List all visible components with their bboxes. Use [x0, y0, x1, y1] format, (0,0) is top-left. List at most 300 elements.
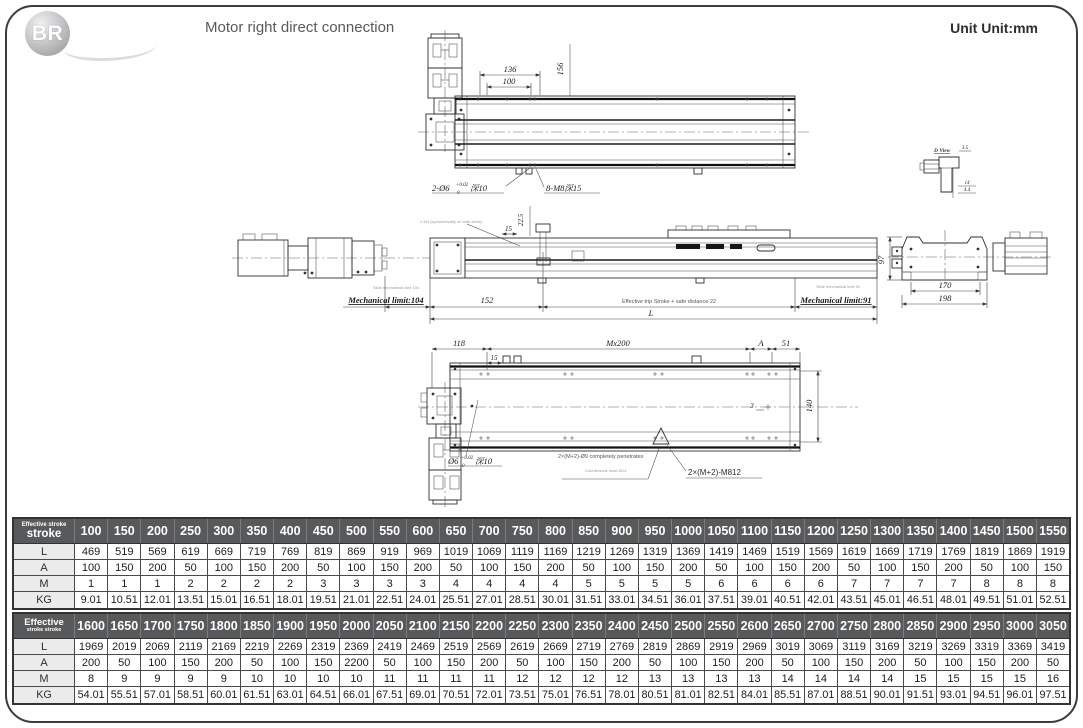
table-cell: 8: [75, 671, 108, 687]
table-cell: 4: [439, 576, 472, 592]
table-cell: 200: [473, 655, 506, 671]
table-cell: 13: [672, 671, 705, 687]
stroke-value-header: 2450: [638, 613, 671, 639]
d-view-label: D View: [934, 148, 951, 154]
table-cell: 2319: [307, 639, 340, 655]
table-cell: 13: [638, 671, 671, 687]
top-view-hole-note-depth: 深10: [470, 183, 488, 193]
table-cell: 100: [473, 560, 506, 576]
table-cell: 10: [340, 671, 373, 687]
table-cell: 150: [307, 655, 340, 671]
table-cell: 19.51: [307, 592, 340, 610]
table-cell: 64.51: [307, 687, 340, 705]
table-cell: 1969: [75, 639, 108, 655]
stroke-value-header: 1950: [307, 613, 340, 639]
table-cell: 100: [738, 560, 771, 576]
table-cell: 1169: [539, 544, 572, 560]
table-cell: 1669: [871, 544, 904, 560]
table-cell: 9: [141, 671, 174, 687]
stroke-value-header: 950: [638, 518, 671, 544]
table-cell: 150: [108, 560, 141, 576]
table-cell: 12: [572, 671, 605, 687]
bottom-view-tap-note: 2×(M+2)-M812: [688, 468, 741, 477]
table-cell: 69.01: [406, 687, 439, 705]
table-cell: 14: [871, 671, 904, 687]
table-cell: 8: [970, 576, 1003, 592]
table-cell: 150: [904, 560, 937, 576]
end-view-dim-198: 198: [938, 293, 952, 303]
bottom-view-dim-140: 140: [804, 399, 814, 413]
table-cell: 100: [75, 560, 108, 576]
table-cell: 869: [340, 544, 373, 560]
table-cell: 2019: [108, 639, 141, 655]
stroke-value-header: 400: [274, 518, 307, 544]
table-cell: 37.51: [705, 592, 738, 610]
stroke-value-header: 2400: [605, 613, 638, 639]
table-cell: 2469: [406, 639, 439, 655]
table-cell: 200: [738, 655, 771, 671]
table-row: [13, 639, 1070, 655]
table-cell: 3: [307, 576, 340, 592]
row-label: L: [13, 544, 75, 560]
table-cell: 2569: [473, 639, 506, 655]
table-cell: 1369: [672, 544, 705, 560]
table-cell: 14: [837, 671, 870, 687]
table-cell: 25.51: [439, 592, 472, 610]
table-cell: 4: [506, 576, 539, 592]
table-cell: 11: [373, 671, 406, 687]
table-cell: 87.01: [804, 687, 837, 705]
table-cell: 78.01: [605, 687, 638, 705]
table-cell: 94.51: [970, 687, 1003, 705]
table-cell: 72.01: [473, 687, 506, 705]
table-cell: 3: [340, 576, 373, 592]
table-cell: 60.01: [207, 687, 240, 705]
bottom-view-hole-note-tol-bottom: 0: [462, 464, 465, 469]
table-cell: 3169: [871, 639, 904, 655]
table-cell: 50: [506, 655, 539, 671]
table-cell: 669: [207, 544, 240, 560]
table-cell: 7: [871, 576, 904, 592]
table-row: [13, 576, 1070, 592]
table-cell: 100: [672, 655, 705, 671]
table-cell: 91.51: [904, 687, 937, 705]
table-cell: 34.51: [638, 592, 671, 610]
bottom-view-dim-A: A: [758, 338, 764, 348]
table-cell: 200: [1003, 655, 1036, 671]
table-cell: 4: [539, 576, 572, 592]
side-view-mechanical-limit-left: Mechanical limit:104: [348, 295, 424, 305]
table-cell: 1: [108, 576, 141, 592]
table-cell: 50: [174, 560, 207, 576]
page-title: Motor right direct connection: [205, 19, 395, 36]
table-cell: 100: [871, 560, 904, 576]
table-cell: 13: [705, 671, 738, 687]
table-row: [13, 544, 1070, 560]
stroke-value-header: 2350: [572, 613, 605, 639]
d-view-dim-bottom: 4.4: [963, 188, 971, 193]
row-label: KG: [13, 592, 75, 610]
table-cell: 919: [373, 544, 406, 560]
stroke-header-label: Effective stroke stroke: [13, 613, 75, 639]
table-cell: 1619: [837, 544, 870, 560]
table-cell: 18.01: [274, 592, 307, 610]
side-view-dim-15: 15: [505, 225, 512, 233]
table-cell: 12.01: [141, 592, 174, 610]
table-cell: 33.01: [605, 592, 638, 610]
table-cell: 96.01: [1003, 687, 1036, 705]
stroke-value-header: 2950: [970, 613, 1003, 639]
table-cell: 100: [804, 655, 837, 671]
table-cell: 1219: [572, 544, 605, 560]
table-cell: 15: [937, 671, 970, 687]
stroke-value-header: 900: [605, 518, 638, 544]
table-cell: 75.01: [539, 687, 572, 705]
stroke-value-header: 300: [207, 518, 240, 544]
end-view-drawing: [876, 230, 1052, 308]
stroke-value-header: 2300: [539, 613, 572, 639]
table-cell: 45.01: [871, 592, 904, 610]
table-cell: 48.01: [937, 592, 970, 610]
table-cell: 1: [141, 576, 174, 592]
table-cell: 6: [804, 576, 837, 592]
stroke-value-header: 1000: [672, 518, 705, 544]
stroke-header-label: Effective stroke stroke: [13, 518, 75, 544]
table-cell: 5: [638, 576, 671, 592]
table-cell: 719: [240, 544, 273, 560]
table-cell: 2169: [207, 639, 240, 655]
table-cell: 58.51: [174, 687, 207, 705]
table-cell: 30.01: [539, 592, 572, 610]
table-cell: 85.51: [771, 687, 804, 705]
table-cell: 150: [572, 655, 605, 671]
bottom-view-drawing: [418, 338, 858, 508]
side-view-dim-L: L: [648, 308, 654, 318]
stroke-header-row: [13, 613, 1070, 639]
table-cell: 50: [373, 655, 406, 671]
stroke-value-header: 2750: [837, 613, 870, 639]
table-cell: 2: [240, 576, 273, 592]
table-cell: 9: [174, 671, 207, 687]
table-cell: 100: [207, 560, 240, 576]
table-cell: 10.51: [108, 592, 141, 610]
table-cell: 2619: [506, 639, 539, 655]
stroke-value-header: 1900: [274, 613, 307, 639]
stroke-value-header: 3000: [1003, 613, 1036, 639]
side-view-slide-limit-left-note: Slide mechanical limit 104: [373, 285, 420, 290]
bottom-view-dim-15: 15: [490, 354, 498, 362]
table-cell: 3269: [937, 639, 970, 655]
table-cell: 1869: [1003, 544, 1036, 560]
table-cell: 15.01: [207, 592, 240, 610]
table-cell: 67.51: [373, 687, 406, 705]
table-cell: 50: [108, 655, 141, 671]
stroke-value-header: 1650: [108, 613, 141, 639]
stroke-value-header: 800: [539, 518, 572, 544]
table-cell: 3219: [904, 639, 937, 655]
table-cell: 70.51: [439, 687, 472, 705]
table-cell: 100: [274, 655, 307, 671]
table-cell: 6: [738, 576, 771, 592]
table-cell: 12: [605, 671, 638, 687]
stroke-value-header: 2650: [771, 613, 804, 639]
table-cell: 7: [937, 576, 970, 592]
table-cell: 50: [1036, 655, 1070, 671]
top-view-hole-note-tol-top: +0.02: [456, 183, 469, 188]
table-cell: 2919: [705, 639, 738, 655]
table-cell: 1019: [439, 544, 472, 560]
table-cell: 39.01: [738, 592, 771, 610]
table-cell: 3: [406, 576, 439, 592]
table-cell: 2669: [539, 639, 572, 655]
table-cell: 28.51: [506, 592, 539, 610]
table-cell: 13: [738, 671, 771, 687]
table-cell: 1569: [804, 544, 837, 560]
table-cell: 21.01: [340, 592, 373, 610]
table-cell: 200: [141, 560, 174, 576]
table-cell: 200: [937, 560, 970, 576]
table-cell: 50: [638, 655, 671, 671]
table-cell: 36.01: [672, 592, 705, 610]
stroke-value-header: 1450: [970, 518, 1003, 544]
bottom-view-hole-note: Ø6: [448, 456, 459, 466]
table-row: [13, 687, 1070, 705]
table-cell: 1719: [904, 544, 937, 560]
d-view-dim-top: 3.5: [961, 146, 969, 151]
table-cell: 150: [638, 560, 671, 576]
table-cell: 6: [771, 576, 804, 592]
table-cell: 150: [1036, 560, 1070, 576]
top-view-drawing: [418, 30, 812, 196]
table-cell: 150: [439, 655, 472, 671]
stroke-table-2: [12, 612, 1071, 705]
table-cell: 13.51: [174, 592, 207, 610]
end-view-dim-97: 97: [876, 255, 886, 265]
stroke-value-header: 600: [406, 518, 439, 544]
side-view-dim-152: 152: [480, 295, 494, 305]
table-cell: 3069: [804, 639, 837, 655]
stroke-value-header: 2550: [705, 613, 738, 639]
side-view-mechanical-limit-right: Mechanical limit:91: [800, 295, 872, 305]
stroke-value-header: 1200: [804, 518, 837, 544]
table-cell: 82.51: [705, 687, 738, 705]
stroke-value-header: 1400: [937, 518, 970, 544]
table-cell: 50: [439, 560, 472, 576]
table-cell: 66.01: [340, 687, 373, 705]
table-cell: 10: [274, 671, 307, 687]
table-cell: 8: [1036, 576, 1070, 592]
side-view-sensor-note: 2-M4 (symmetrically on both sides): [420, 219, 483, 224]
table-cell: 200: [871, 655, 904, 671]
table-cell: 150: [837, 655, 870, 671]
table-cell: 1769: [937, 544, 970, 560]
table-cell: 6: [705, 576, 738, 592]
table-cell: 14: [804, 671, 837, 687]
table-cell: 1419: [705, 544, 738, 560]
table-cell: 16.51: [240, 592, 273, 610]
stroke-value-header: 1750: [174, 613, 207, 639]
table-cell: 50: [771, 655, 804, 671]
table-cell: 93.01: [937, 687, 970, 705]
table-cell: 5: [672, 576, 705, 592]
bottom-view-dim-3: 3: [750, 402, 754, 410]
table-cell: 61.51: [240, 687, 273, 705]
table-cell: 2069: [141, 639, 174, 655]
table-cell: 100: [605, 560, 638, 576]
table-cell: 5: [605, 576, 638, 592]
stroke-value-header: 700: [473, 518, 506, 544]
stroke-value-header: 2150: [439, 613, 472, 639]
table-cell: 100: [937, 655, 970, 671]
stroke-value-header: 2900: [937, 613, 970, 639]
stroke-value-header: 3050: [1036, 613, 1070, 639]
stroke-value-header: 2000: [340, 613, 373, 639]
table-cell: 619: [174, 544, 207, 560]
table-cell: 200: [672, 560, 705, 576]
stroke-value-header: 500: [340, 518, 373, 544]
stroke-value-header: 450: [307, 518, 340, 544]
table-cell: 7: [904, 576, 937, 592]
table-cell: 42.01: [804, 592, 837, 610]
table-cell: 3019: [771, 639, 804, 655]
table-cell: 81.01: [672, 687, 705, 705]
stroke-value-header: 1700: [141, 613, 174, 639]
table-cell: 2269: [274, 639, 307, 655]
table-cell: 200: [539, 560, 572, 576]
table-cell: 9: [108, 671, 141, 687]
table-cell: 100: [340, 560, 373, 576]
table-cell: 90.01: [871, 687, 904, 705]
stroke-value-header: 1350: [904, 518, 937, 544]
table-cell: 2719: [572, 639, 605, 655]
table-row: [13, 655, 1070, 671]
table-cell: 1519: [771, 544, 804, 560]
table-cell: 1819: [970, 544, 1003, 560]
row-label: M: [13, 576, 75, 592]
row-label: A: [13, 655, 75, 671]
table-cell: 3119: [837, 639, 870, 655]
table-cell: 40.51: [771, 592, 804, 610]
stroke-value-header: 1300: [871, 518, 904, 544]
row-label: L: [13, 639, 75, 655]
stroke-value-header: 250: [174, 518, 207, 544]
table-cell: 100: [406, 655, 439, 671]
table-cell: 84.01: [738, 687, 771, 705]
table-cell: 100: [141, 655, 174, 671]
table-cell: 3369: [1003, 639, 1036, 655]
stroke-value-header: 1800: [207, 613, 240, 639]
table-cell: 12: [506, 671, 539, 687]
stroke-value-header: 150: [108, 518, 141, 544]
table-cell: 50: [307, 560, 340, 576]
end-view-dim-170: 170: [938, 280, 952, 290]
table-cell: 100: [539, 655, 572, 671]
table-cell: 519: [108, 544, 141, 560]
stroke-value-header: 750: [506, 518, 539, 544]
stroke-value-header: 2100: [406, 613, 439, 639]
stroke-value-header: 2600: [738, 613, 771, 639]
table-cell: 31.51: [572, 592, 605, 610]
top-view-dim-156: 156: [555, 62, 565, 76]
stroke-value-header: 850: [572, 518, 605, 544]
table-cell: 2519: [439, 639, 472, 655]
table-cell: 2769: [605, 639, 638, 655]
table-cell: 15: [904, 671, 937, 687]
table-cell: 8: [1003, 576, 1036, 592]
table-cell: 819: [307, 544, 340, 560]
table-cell: 11: [439, 671, 472, 687]
table-cell: 1069: [473, 544, 506, 560]
table-cell: 200: [804, 560, 837, 576]
table-row: [13, 560, 1070, 576]
bottom-view-dim-mx200: Mx200: [606, 338, 630, 348]
table-cell: 569: [141, 544, 174, 560]
stroke-value-header: 100: [75, 518, 108, 544]
table-cell: 46.51: [904, 592, 937, 610]
table-cell: 200: [75, 655, 108, 671]
table-cell: 88.51: [837, 687, 870, 705]
table-cell: 50: [240, 655, 273, 671]
side-view-drawing: [232, 206, 877, 324]
stroke-value-header: 1050: [705, 518, 738, 544]
table-cell: 150: [970, 655, 1003, 671]
stroke-value-header: 2050: [373, 613, 406, 639]
table-cell: 3: [373, 576, 406, 592]
table-cell: 50: [904, 655, 937, 671]
unit-label: Unit Unit:mm: [950, 20, 1038, 36]
table-cell: 200: [207, 655, 240, 671]
table-cell: 27.01: [473, 592, 506, 610]
side-view-slide-limit-right-note: Slide mechanical limit 91: [816, 284, 861, 289]
stroke-value-header: 1500: [1003, 518, 1036, 544]
table-cell: 2200: [340, 655, 373, 671]
stroke-value-header: 2500: [672, 613, 705, 639]
table-cell: 7: [837, 576, 870, 592]
table-cell: 5: [572, 576, 605, 592]
top-view-tap-note: 8-M8深15: [546, 183, 582, 193]
table-cell: 97.51: [1036, 687, 1070, 705]
table-cell: 150: [373, 560, 406, 576]
table-cell: 24.01: [406, 592, 439, 610]
stroke-value-header: 550: [373, 518, 406, 544]
table-cell: 9: [207, 671, 240, 687]
table-cell: 9.01: [75, 592, 108, 610]
table-cell: 200: [406, 560, 439, 576]
table-cell: 3319: [970, 639, 1003, 655]
stroke-value-header: 2800: [871, 613, 904, 639]
d-view-detail-drawing: [920, 146, 976, 198]
d-view-dim-mid: 14: [964, 181, 970, 186]
table-cell: 73.51: [506, 687, 539, 705]
table-cell: 14: [771, 671, 804, 687]
bottom-view-dim-51: 51: [781, 338, 791, 348]
table-cell: 11: [406, 671, 439, 687]
row-label: M: [13, 671, 75, 687]
table-cell: 51.01: [1003, 592, 1036, 610]
table-cell: 1269: [605, 544, 638, 560]
top-view-dim-100: 100: [502, 76, 516, 86]
table-cell: 969: [406, 544, 439, 560]
table-cell: 43.51: [837, 592, 870, 610]
side-view-dim-22-5: 22.5: [517, 213, 525, 227]
table-cell: 50: [837, 560, 870, 576]
table-cell: 50: [572, 560, 605, 576]
table-cell: 1319: [638, 544, 671, 560]
table-cell: 2119: [174, 639, 207, 655]
bottom-view-hole-note-depth: 深10: [475, 456, 493, 466]
table-cell: 50: [970, 560, 1003, 576]
table-cell: 2219: [240, 639, 273, 655]
